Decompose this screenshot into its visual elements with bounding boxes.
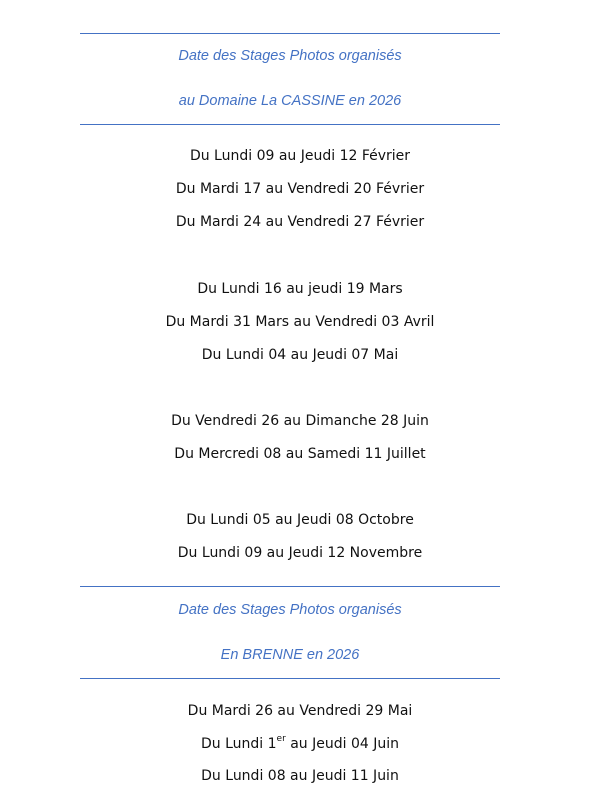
section1-date-item: Du Lundi 09 au Jeudi 12 Février bbox=[189, 148, 411, 164]
section2-title-divider bbox=[80, 678, 500, 679]
section2-date-item: Du Mardi 26 au Vendredi 29 Mai bbox=[187, 703, 413, 719]
section1-date-item: Du Vendredi 26 au Dimanche 28 Juin bbox=[171, 413, 429, 429]
section2-title-line2: En BRENNE en 2026 bbox=[220, 647, 360, 663]
section2-date-item: Du Lundi 08 au Jeudi 11 Juin bbox=[201, 768, 399, 784]
section1-date-item: Du Lundi 05 au Jeudi 08 Octobre bbox=[186, 512, 414, 528]
section1-date-item: Du Lundi 04 au Jeudi 07 Mai bbox=[201, 347, 399, 363]
section1-date-item: Du Mercredi 08 au Samedi 11 Juillet bbox=[174, 446, 426, 462]
section1-date-item: Du Mardi 31 Mars au Vendredi 03 Avril bbox=[165, 314, 435, 330]
section2-top-divider bbox=[80, 586, 500, 587]
section1-title-divider bbox=[80, 124, 500, 125]
section1-date-item: Du Mardi 24 au Vendredi 27 Février bbox=[175, 214, 425, 230]
section1-date-item: Du Lundi 09 au Jeudi 12 Novembre bbox=[177, 545, 423, 561]
section1-date-item: Du Lundi 16 au jeudi 19 Mars bbox=[197, 281, 403, 297]
section2-title-line1: Date des Stages Photos organisés bbox=[178, 602, 402, 618]
ordinal-superscript: er bbox=[276, 734, 286, 745]
section1-title-line2: au Domaine La CASSINE en 2026 bbox=[178, 93, 402, 109]
top-divider bbox=[80, 33, 500, 34]
date-prefix: Du Lundi 1 bbox=[200, 736, 277, 752]
section2-date-item bbox=[60, 734, 540, 754]
section1-title-line1: Date des Stages Photos organisés bbox=[178, 48, 402, 64]
date-suffix: au Jeudi 04 Juin bbox=[285, 736, 400, 752]
section1-date-item: Du Mardi 17 au Vendredi 20 Février bbox=[175, 181, 425, 197]
